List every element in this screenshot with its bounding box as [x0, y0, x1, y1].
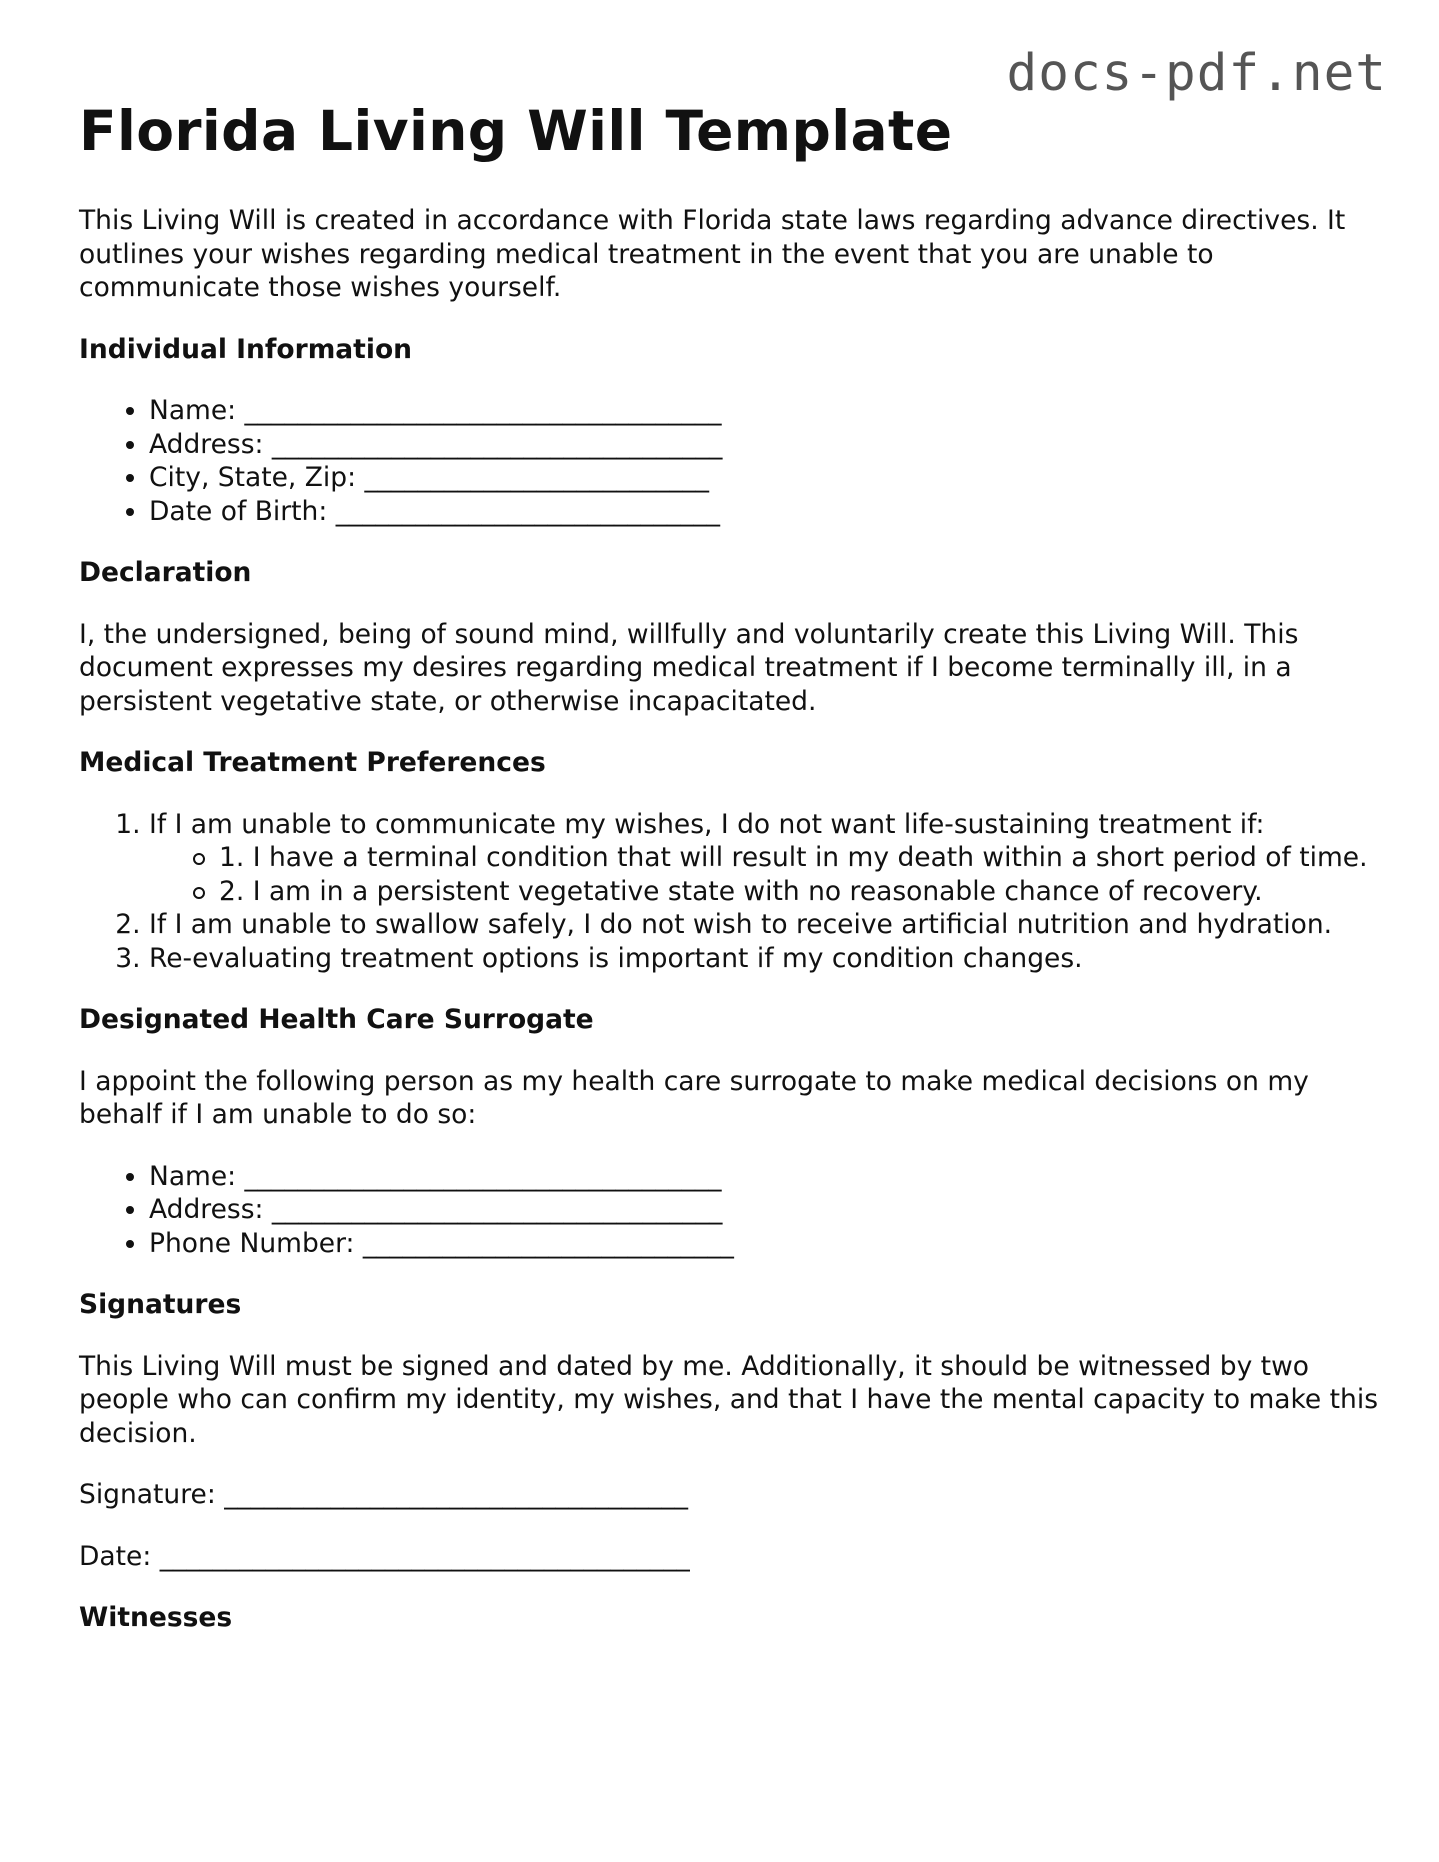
list-item: • Address: __________________________________: [149, 428, 1379, 462]
declaration-heading: Declaration: [79, 557, 252, 588]
list-item: • Phone Number: ____________________________: [149, 1227, 1379, 1261]
document-title: Florida Living Will Template: [79, 99, 953, 163]
sub-list-item: 1. I have a terminal condition that will result in my death within a short period of time.: [219, 841, 1379, 875]
list-item: • Date of Birth: _____________________________: [149, 495, 1379, 529]
list-item: • City, State, Zip: __________________________: [149, 461, 1379, 495]
signatures-paragraph: This Living Will must be signed and dated by me. Additionally, it should be witnessed by two people who can confirm my identity, my wishes, and that I have the mental capacity to make this decision.: [79, 1350, 1379, 1449]
witnesses-heading: Witnesses: [79, 1602, 233, 1633]
list-item: 3. Re-evaluating treatment options is important if my condition changes.: [149, 942, 1379, 976]
surrogate-heading: Designated Health Care Surrogate: [79, 1004, 594, 1035]
surrogate-paragraph: I appoint the following person as my health care surrogate to make medical decisions on my behalf if I am unable to do so:: [79, 1065, 1309, 1130]
medical-preferences-heading: Medical Treatment Preferences: [79, 747, 546, 778]
list-item: • Address: __________________________________: [149, 1193, 1379, 1227]
list-item-text: If I am unable to communicate my wishes, I do not want life-sustaining treatment if:: [149, 808, 1265, 840]
sub-list: [149, 841, 1379, 908]
watermark: docs-pdf.net: [1006, 44, 1387, 103]
list-item: • Name: ____________________________________: [149, 394, 1379, 428]
list-item: • Name: ____________________________________: [149, 1160, 1379, 1194]
date-line: Date: ________________________________________: [79, 1540, 690, 1572]
sub-list-item: 2. I am in a persistent vegetative state with no reasonable chance of recovery.: [219, 875, 1379, 909]
declaration-paragraph: I, the undersigned, being of sound mind, willfully and voluntarily create this Living Will. This document expresses my desires regarding medical treatment if I become terminally ill, in a persistent vegetative state, or otherwise incapacitated.: [79, 618, 1299, 717]
signatures-heading: Signatures: [79, 1289, 242, 1320]
medical-preferences-list: [79, 808, 1379, 976]
surrogate-list: [79, 1160, 1379, 1261]
individual-information-list: [79, 394, 1379, 528]
individual-information-heading: Individual Information: [79, 333, 413, 365]
document-page: [79, 0, 1379, 1635]
intro-paragraph: This Living Will is created in accordance with Florida state laws regarding advance directives. It outlines your wishes regarding medical treatment in the event that you are unable to communicate those wishes yourself.: [79, 205, 1346, 303]
list-item: 2. If I am unable to swallow safely, I do not wish to receive artificial nutrition and hydration.: [149, 908, 1379, 942]
list-item: [149, 808, 1379, 909]
signature-line: Signature: ___________________________________: [79, 1479, 688, 1510]
